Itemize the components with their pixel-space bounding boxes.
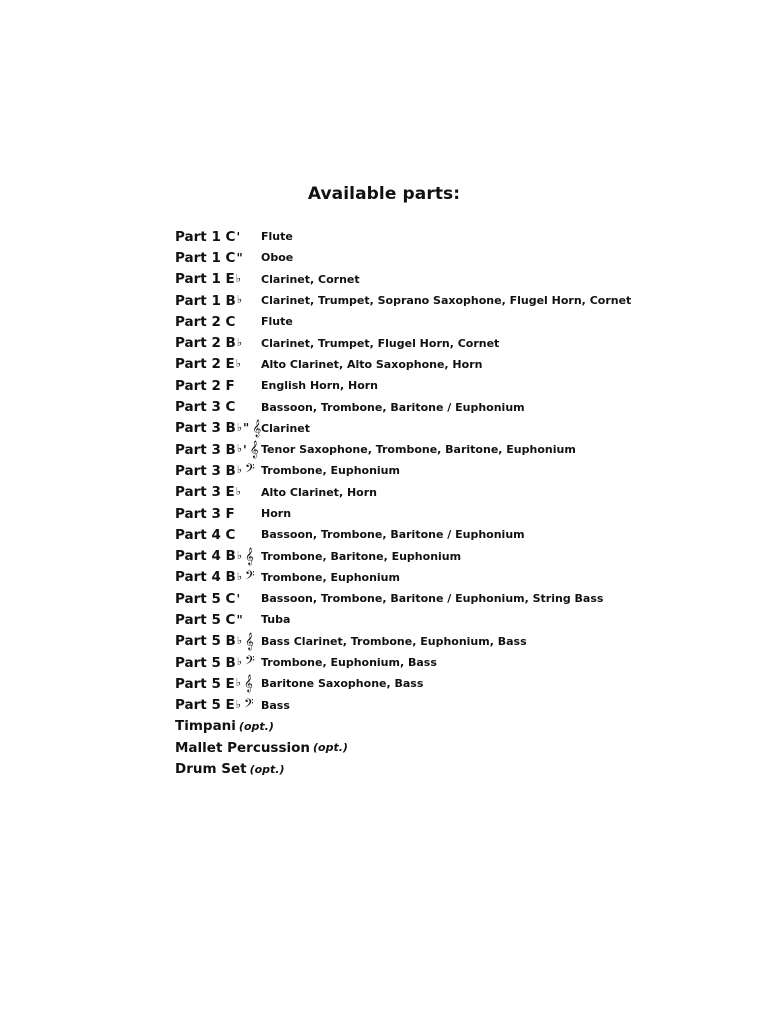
optional-part-row <box>175 716 735 737</box>
part-label <box>175 548 261 564</box>
flat-accidental: ♭ <box>235 356 241 370</box>
optional-part-row <box>175 758 735 779</box>
treble-clef-icon: 𝄞 <box>249 440 259 459</box>
part-name: Part 3 E <box>175 484 235 501</box>
part-row <box>175 439 735 460</box>
part-prime-mark: ' <box>236 229 241 244</box>
part-instruments: Alto Clarinet, Alto Saxophone, Horn <box>261 357 483 371</box>
part-prime-mark: ' <box>236 591 241 606</box>
part-label <box>175 484 261 500</box>
flat-accidental: ♭ <box>235 676 241 690</box>
part-name: Part 1 C <box>175 228 236 245</box>
part-instruments: Trombone, Baritone, Euphonium <box>261 549 462 563</box>
part-label <box>175 420 261 436</box>
part-name: Part 2 E <box>175 356 235 373</box>
part-name: Part 5 B <box>175 633 236 650</box>
part-label <box>175 612 261 628</box>
flat-accidental: ♭ <box>235 697 241 711</box>
optional-part-row <box>175 737 735 758</box>
part-row <box>175 652 735 673</box>
part-instruments: Clarinet <box>261 421 311 435</box>
part-instruments: Trombone, Euphonium <box>261 464 400 478</box>
part-label <box>175 527 261 543</box>
part-prime-mark: ' <box>243 442 247 457</box>
part-label <box>175 314 261 330</box>
part-instruments: Bassoon, Trombone, Baritone / Euphonium, String Bass <box>261 592 604 606</box>
part-row <box>175 631 735 652</box>
flat-accidental: ♭ <box>236 569 243 583</box>
part-row <box>175 588 735 609</box>
part-label <box>175 378 261 394</box>
part-name: Part 3 B <box>175 420 236 437</box>
part-label <box>175 229 261 245</box>
part-name: Part 3 C <box>175 399 236 416</box>
part-row <box>175 226 735 247</box>
flat-accidental: ♭ <box>235 484 241 498</box>
bass-clef-icon: 𝄢 <box>245 461 255 480</box>
part-row <box>175 418 735 439</box>
part-label <box>175 399 261 415</box>
part-name: Part 4 B <box>175 569 236 586</box>
flat-accidental: ♭ <box>235 271 241 285</box>
part-label <box>175 250 261 266</box>
part-instruments: Baritone Saxophone, Bass <box>261 677 424 691</box>
part-instruments: Clarinet, Trumpet, Soprano Saxophone, Flugel Horn, Cornet <box>261 294 632 308</box>
flat-accidental: ♭ <box>236 293 243 307</box>
bass-clef-icon: 𝄢 <box>245 567 255 586</box>
flat-accidental: ♭ <box>236 463 243 477</box>
part-row <box>175 332 735 353</box>
flat-accidental: ♭ <box>236 548 243 562</box>
part-row <box>175 567 735 588</box>
part-instruments: Flute <box>261 230 293 244</box>
part-instruments: Tuba <box>261 613 291 627</box>
part-label <box>175 506 261 522</box>
part-label <box>175 697 261 713</box>
part-instruments: Bass Clarinet, Trombone, Euphonium, Bass <box>261 634 527 648</box>
treble-clef-icon: 𝄞 <box>245 631 254 650</box>
part-name: Part 4 B <box>175 548 236 565</box>
part-label <box>175 293 261 309</box>
treble-clef-icon: 𝄞 <box>243 674 253 693</box>
part-name: Part 5 C <box>175 590 236 607</box>
optional-part-name: Drum Set <box>175 761 247 778</box>
part-instruments: Bassoon, Trombone, Baritone / Euphonium <box>261 400 525 414</box>
part-name: Part 2 F <box>175 377 235 394</box>
flat-accidental: ♭ <box>236 655 243 669</box>
part-label <box>175 335 261 351</box>
part-label <box>175 356 261 372</box>
part-row <box>175 609 735 630</box>
part-label <box>175 676 261 692</box>
part-label <box>175 271 261 287</box>
bass-clef-icon: 𝄢 <box>243 695 254 714</box>
part-row <box>175 503 735 524</box>
part-name: Part 5 E <box>175 697 235 714</box>
part-name: Part 3 B <box>175 441 236 458</box>
treble-clef-icon: 𝄞 <box>252 418 262 437</box>
flat-accidental: ♭ <box>236 442 243 456</box>
part-label <box>175 633 261 649</box>
optional-note: (opt.) <box>238 719 274 733</box>
part-instruments: English Horn, Horn <box>261 379 379 393</box>
part-row <box>175 269 735 290</box>
part-instruments: Trombone, Euphonium, Bass <box>261 656 437 670</box>
part-row <box>175 247 735 268</box>
part-prime-mark: " <box>236 250 243 265</box>
flat-accidental: ♭ <box>236 633 243 647</box>
part-row <box>175 545 735 566</box>
part-prime-mark: " <box>236 612 243 627</box>
part-instruments: Alto Clarinet, Horn <box>261 485 377 499</box>
part-row <box>175 354 735 375</box>
flat-accidental: ♭ <box>236 420 243 434</box>
part-instruments: Clarinet, Cornet <box>261 272 360 286</box>
part-label <box>175 655 261 671</box>
part-name: Part 4 C <box>175 526 236 543</box>
part-name: Part 5 E <box>175 675 235 692</box>
part-instruments: Bass <box>261 698 290 712</box>
optional-part-name: Mallet Percussion <box>175 739 311 756</box>
part-row <box>175 524 735 545</box>
part-row <box>175 482 735 503</box>
part-name: Part 1 C <box>175 249 236 266</box>
part-instruments: Bassoon, Trombone, Baritone / Euphonium <box>261 528 525 542</box>
part-row <box>175 460 735 481</box>
part-label <box>175 442 261 458</box>
part-row <box>175 311 735 332</box>
part-name: Part 5 C <box>175 611 236 628</box>
part-instruments: Horn <box>261 507 292 520</box>
bass-clef-icon: 𝄢 <box>245 653 255 672</box>
part-row <box>175 375 735 396</box>
treble-clef-icon: 𝄞 <box>245 546 254 565</box>
part-label <box>175 463 261 479</box>
flat-accidental: ♭ <box>236 335 243 349</box>
part-name: Part 3 F <box>175 505 235 522</box>
optional-note: (opt.) <box>249 762 285 776</box>
optional-part-name: Timpani <box>175 718 236 735</box>
part-name: Part 5 B <box>175 654 236 671</box>
part-instruments: Trombone, Euphonium <box>261 570 400 584</box>
part-instruments: Oboe <box>261 251 294 265</box>
part-name: Part 2 C <box>175 313 236 330</box>
part-name: Part 1 E <box>175 271 235 288</box>
parts-list <box>175 226 735 780</box>
part-name: Part 3 B <box>175 462 236 479</box>
part-prime-mark: " <box>243 421 250 436</box>
part-name: Part 1 B <box>175 292 236 309</box>
part-row <box>175 290 735 311</box>
part-instruments: Tenor Saxophone, Trombone, Baritone, Euphonium <box>261 443 576 457</box>
page-title: Available parts: <box>307 184 461 204</box>
part-row <box>175 396 735 417</box>
part-label <box>175 569 261 585</box>
part-name: Part 2 B <box>175 335 236 352</box>
part-row <box>175 673 735 694</box>
part-instruments: Flute <box>261 315 293 329</box>
part-instruments: Clarinet, Trumpet, Flugel Horn, Cornet <box>261 336 500 350</box>
part-label <box>175 591 261 607</box>
part-row <box>175 695 735 716</box>
optional-note: (opt.) <box>313 741 348 755</box>
